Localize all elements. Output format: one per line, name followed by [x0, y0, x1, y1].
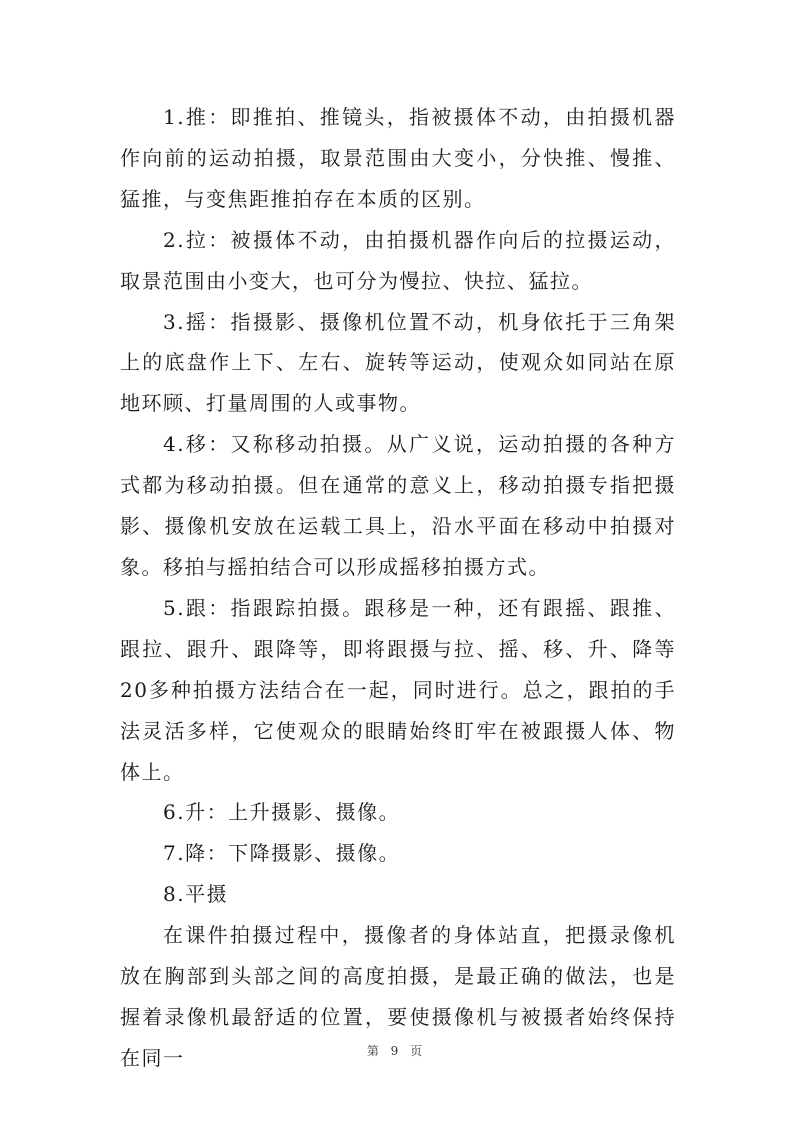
paragraph-move: 4.移：又称移动拍摄。从广义说，运动拍摄的各种方式都为移动拍摄。但在通常的意义上，移动拍摄专指把摄影、摄像机安放在运载工具上，沿水平面在移动中拍摄对象。移拍与摇拍结合可以形成摇移拍摄方式。: [120, 432, 676, 579]
paragraph-follow: 5.跟：指跟踪拍摄。跟移是一种，还有跟摇、跟推、跟拉、跟升、跟降等，即将跟摄与拉、摇、移、升、降等20多种拍摄方法结合在一起，同时进行。总之，跟拍的手法灵活多样，它使观众的眼睛始终盯牢在被跟摄人体、物体上。: [120, 595, 676, 784]
document-body: [120, 97, 676, 1079]
paragraph-push: 1.推：即推拍、推镜头，指被摄体不动，由拍摄机器作向前的运动拍摄，取景范围由大变小，分快推、慢推、猛推，与变焦距推拍存在本质的区别。: [120, 105, 676, 211]
paragraph-level-body: 在课件拍摄过程中，摄像者的身体站直，把摄录像机放在胸部到头部之间的高度拍摄，是最正确的做法，也是握着录像机最舒适的位置，要使摄像机与被摄者始终保持在同一: [120, 923, 676, 1070]
paragraph-rise: 6.升：上升摄影、摄像。: [163, 800, 401, 825]
paragraph-descend: 7.降：下降摄影、摄像。: [163, 841, 401, 866]
paragraph-pull: 2.拉：被摄体不动，由拍摄机器作向后的拉摄运动，取景范围由小变大，也可分为慢拉、快拉、猛拉。: [120, 227, 676, 293]
page-number: 第 9 页: [366, 1044, 427, 1058]
paragraph-pan: 3.摇：指摄影、摄像机位置不动，机身依托于三角架上的底盘作上下、左右、旋转等运动，使观众如同站在原地环顾、打量周围的人或事物。: [120, 309, 676, 416]
paragraph-level-heading: 8.平摄: [163, 882, 229, 907]
